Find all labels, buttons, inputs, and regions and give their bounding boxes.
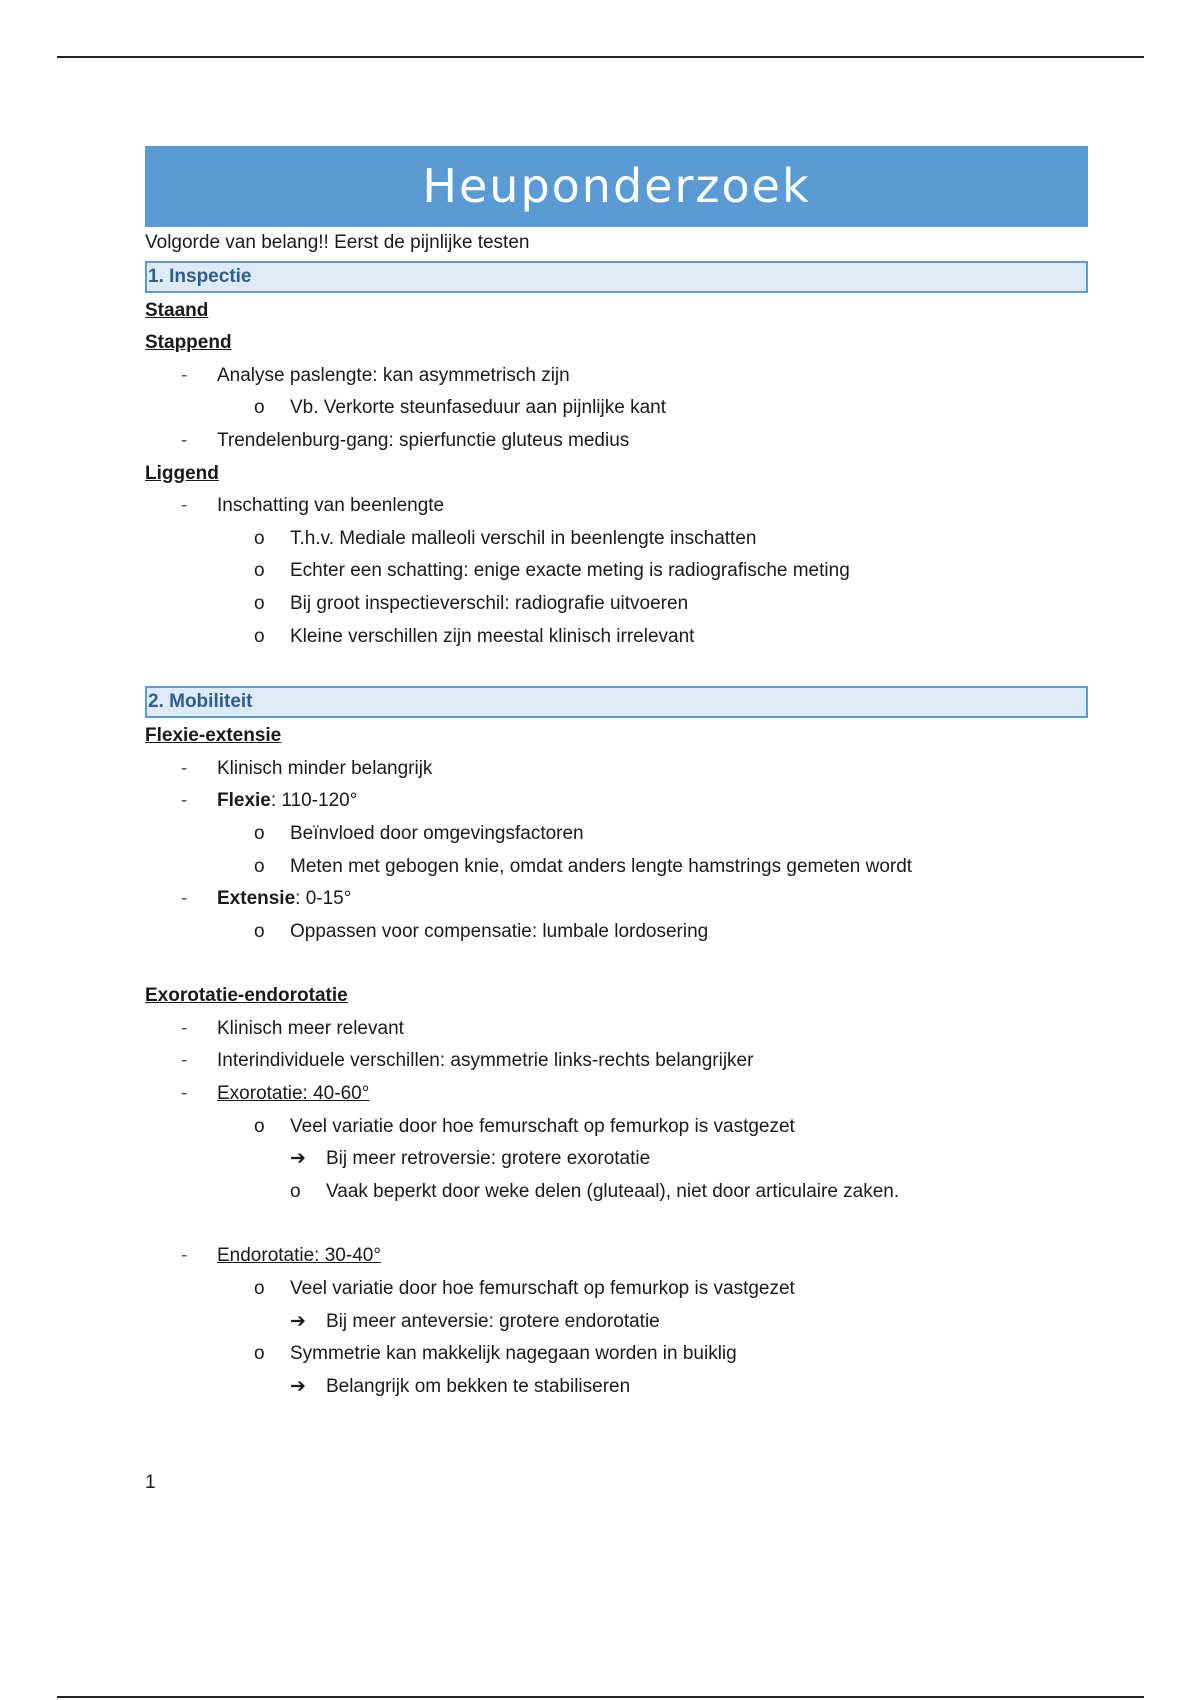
endorotatie-label: Endorotatie: 30-40°: [217, 1245, 381, 1267]
list-item: ➔ Belangrijk om bekken te stabiliseren: [145, 1371, 1088, 1404]
flexie-value: : 110-120°: [270, 790, 358, 812]
subheading-stappend: Stappend: [145, 332, 232, 354]
list-item: o Vaak beperkt door weke delen (gluteaal), niet door articulaire zaken.: [145, 1176, 1088, 1209]
extensie-label: Extensie: [217, 888, 296, 910]
list-item: - Klinisch minder belangrijk: [145, 753, 1088, 786]
list-item: [145, 785, 1088, 818]
extensie-value: : 0-15°: [295, 888, 352, 910]
document-title: Heuponderzoek: [145, 146, 1088, 227]
list-item: ➔ Bij meer anteversie: grotere endorotatie: [145, 1306, 1088, 1339]
exorotatie-label: Exorotatie: 40-60°: [217, 1083, 370, 1105]
section-heading-mobiliteit: 2. Mobiliteit: [145, 686, 1088, 718]
document-page: [145, 146, 1088, 1403]
list-item: [145, 883, 1088, 916]
spacer: [145, 948, 1088, 980]
list-item: o Symmetrie kan makkelijk nagegaan worden in buiklig: [145, 1338, 1088, 1371]
list-item: o Bij groot inspectieverschil: radiografie uitvoeren: [145, 588, 1088, 621]
list-item: o Kleine verschillen zijn meestal klinisch irrelevant: [145, 621, 1088, 654]
list-item: [145, 1078, 1088, 1111]
list-item: - Klinisch meer relevant: [145, 1013, 1088, 1046]
flexie-label: Flexie: [217, 790, 271, 812]
spacer: [145, 1208, 1088, 1240]
list-item: - Interindividuele verschillen: asymmetrie links-rechts belangrijker: [145, 1045, 1088, 1078]
intro-text: Volgorde van belang!! Eerst de pijnlijke testen: [145, 232, 530, 253]
list-item: o Beïnvloed door omgevingsfactoren: [145, 818, 1088, 851]
spacer: [145, 653, 1088, 685]
list-item: ➔ Bij meer retroversie: grotere exorotatie: [145, 1143, 1088, 1176]
page-number: 1: [145, 1472, 156, 1493]
list-item: o Veel variatie door hoe femurschaft op femurkop is vastgezet: [145, 1111, 1088, 1144]
list-item: o Veel variatie door hoe femurschaft op femurkop is vastgezet: [145, 1273, 1088, 1306]
subheading-staand: Staand: [145, 299, 209, 321]
list-item: o T.h.v. Mediale malleoli verschil in beenlengte inschatten: [145, 523, 1088, 556]
subheading-exorotatie-endorotatie: Exorotatie-endorotatie: [145, 985, 348, 1007]
bottom-border-line: [57, 1696, 1144, 1698]
subheading-flexie-extensie: Flexie-extensie: [145, 725, 282, 747]
list-item: - Inschatting van beenlengte: [145, 490, 1088, 523]
list-item: o Echter een schatting: enige exacte meting is radiografische meting: [145, 555, 1088, 588]
subheading-liggend: Liggend: [145, 462, 219, 484]
top-border-line: [57, 56, 1144, 58]
list-item: o Meten met gebogen knie, omdat anders lengte hamstrings gemeten wordt: [145, 851, 1088, 884]
list-item: - Trendelenburg-gang: spierfunctie gluteus medius: [145, 425, 1088, 458]
list-item: o Oppassen voor compensatie: lumbale lordosering: [145, 916, 1088, 949]
list-item: - Analyse paslengte: kan asymmetrisch zijn: [145, 360, 1088, 393]
section-heading-inspectie: 1. Inspectie: [145, 261, 1088, 293]
list-item: [145, 1240, 1088, 1273]
list-item: o Vb. Verkorte steunfaseduur aan pijnlijke kant: [145, 392, 1088, 425]
